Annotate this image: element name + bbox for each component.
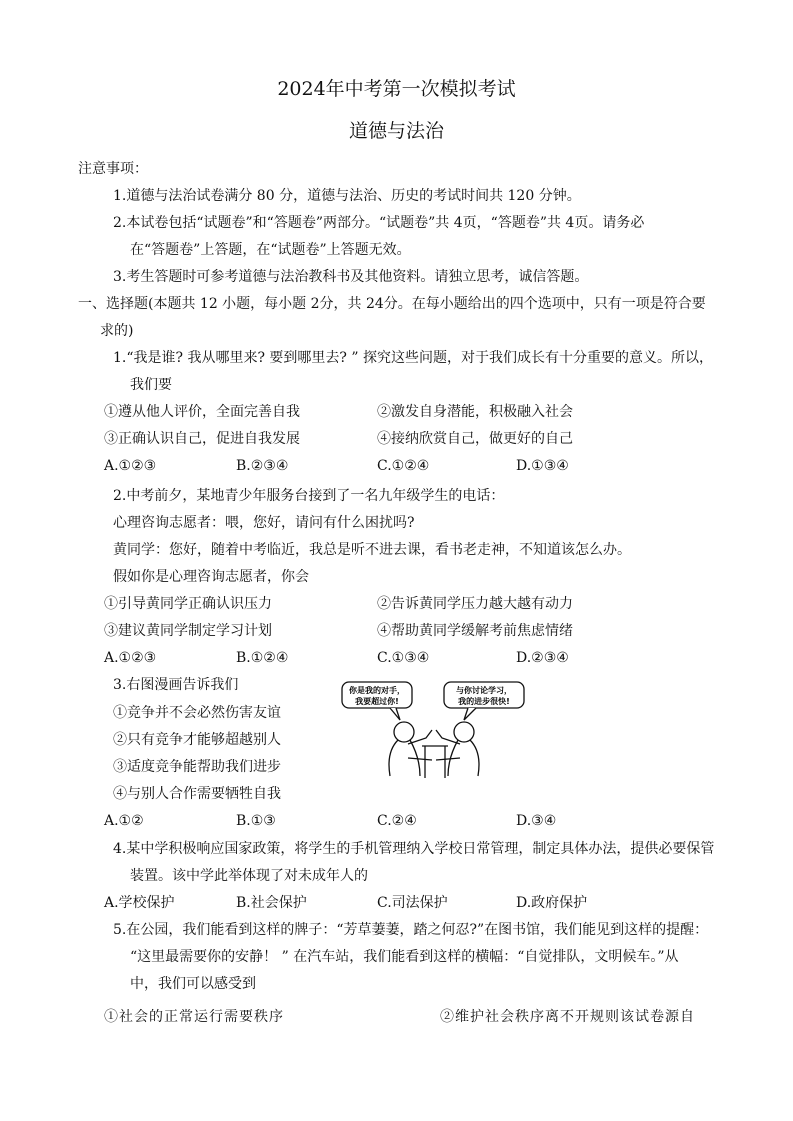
statement-option: ①社会的正常运行需要秩序 xyxy=(104,1009,284,1025)
statement-option: ④与别人合作需要牺牲自我 xyxy=(113,786,281,802)
answer-choice-d: D.政府保护 xyxy=(516,895,588,911)
statement-option: ③适度竞争能帮助我们进步 xyxy=(113,759,281,775)
bubble-text: 我要超过你! xyxy=(355,697,399,706)
question-stem-cont: “这里最需要你的安静！ ” 在汽车站，我们能看到这样的横幅：“自觉排队，文明候车。”从 xyxy=(130,949,679,965)
notice-item: 在“答题卷”上答题，在“试题卷”上答题无效。 xyxy=(130,242,411,258)
exam-title: 2024年中考第一次模拟考试 xyxy=(277,78,516,100)
question-stem: 4.某中学积极响应国家政策，将学生的手机管理纳入学校日常管理，制定具体办法，提供必要保管 xyxy=(113,841,715,857)
statement-option: ③建议黄同学制定学习计划 xyxy=(104,623,272,639)
section-heading-cont: 求的) xyxy=(100,323,134,339)
question-stem: 1.“我是谁? 我从哪里来? 要到哪里去? ” 探究这些问题，对于我们成长有十分重要的意义。所以， xyxy=(113,350,713,366)
section-heading: 一、选择题(本题共 12 小题，每小题 2分，共 24分。在每小题给出的四个选项中，只有一项是符合要 xyxy=(78,296,706,312)
answer-choice-a: A.①② xyxy=(104,813,144,829)
answer-choice-a: A.①②③ xyxy=(104,650,157,666)
cartoon-illustration xyxy=(340,680,530,780)
answer-choice-d: D.①③④ xyxy=(516,458,569,474)
question-stem-cont: 中，我们可以感受到 xyxy=(130,976,256,992)
answer-choice-b: B.②③④ xyxy=(236,458,289,474)
notice-heading: 注意事项： xyxy=(78,161,148,177)
statement-option: ④接纳欣赏自己，做更好的自己 xyxy=(377,431,573,447)
question-stem-cont: 装置。该中学此举体现了对未成年人的 xyxy=(130,868,368,884)
dialog-line: 黄同学：您好，随着中考临近，我总是听不进去课，看书老走神，不知道该怎么办。 xyxy=(113,542,631,558)
answer-choice-d: D.②③④ xyxy=(516,650,569,666)
statement-option: ②告诉黄同学压力越大越有动力 xyxy=(377,596,573,612)
question-stem-cont: 我们要 xyxy=(130,377,172,393)
table xyxy=(422,746,448,778)
answer-choice-c: C.②④ xyxy=(377,813,417,829)
bubble-text: 我的进步很快! xyxy=(458,697,510,706)
figure-right xyxy=(436,722,479,776)
answer-choice-a: A.学校保护 xyxy=(104,895,175,911)
question-stem: 2.中考前夕，某地青少年服务台接到了一名九年级学生的电话： xyxy=(113,488,505,504)
answer-choice-b: B.社会保护 xyxy=(236,895,307,911)
statement-option: ①遵从他人评价，全面完善自我 xyxy=(104,404,300,420)
answer-choice-d: D.③④ xyxy=(516,813,557,829)
statement-option: ②维护社会秩序离不开规则该试卷源自 xyxy=(440,1009,695,1025)
statement-option: ①引导黄同学正确认识压力 xyxy=(104,596,272,612)
notice-item: 2.本试卷包括“试题卷”和“答题卷”两部分。“试题卷”共 4页，“答题卷”共 4页。请务必 xyxy=(113,215,645,231)
answer-choice-c: C.①②④ xyxy=(377,458,430,474)
statement-option: ④帮助黄同学缓解考前焦虑情绪 xyxy=(377,623,573,639)
dialog-line: 心理咨询志愿者：喂，您好，请问有什么困扰吗? xyxy=(113,515,415,531)
statement-option: ①竞争并不会必然伤害友谊 xyxy=(113,705,281,721)
answer-choice-b: B.①②④ xyxy=(236,650,289,666)
answer-choice-c: C.司法保护 xyxy=(377,895,448,911)
statement-option: ②只有竞争才能够超越别人 xyxy=(113,732,281,748)
notice-item: 1.道德与法治试卷满分 80 分，道德与法治、历史的考试时间共 120 分钟。 xyxy=(113,188,581,204)
exam-subject: 道德与法治 xyxy=(348,120,444,142)
question-stem: 5.在公园，我们能看到这样的牌子：“芳草萋萋，踏之何忍?”在图书馆，我们能见到这样的提醒： xyxy=(113,922,709,938)
statement-option: ②激发自身潜能，积极融入社会 xyxy=(377,404,573,420)
answer-choice-a: A.①②③ xyxy=(104,458,157,474)
question-stem: 3.右图漫画告诉我们 xyxy=(113,677,239,693)
statement-option: ③正确认识自己，促进自我发展 xyxy=(104,431,300,447)
answer-choice-c: C.①③④ xyxy=(377,650,430,666)
dialog-line: 假如你是心理咨询志愿者，你会 xyxy=(113,569,309,585)
bubble-text: 你是我的对手， xyxy=(349,686,405,695)
notice-item: 3.考生答题时可参考道德与法治教科书及其他资料。请独立思考，诚信答题。 xyxy=(113,269,589,285)
bubble-text: 与你讨论学习， xyxy=(456,686,512,695)
answer-choice-b: B.①③ xyxy=(236,813,276,829)
